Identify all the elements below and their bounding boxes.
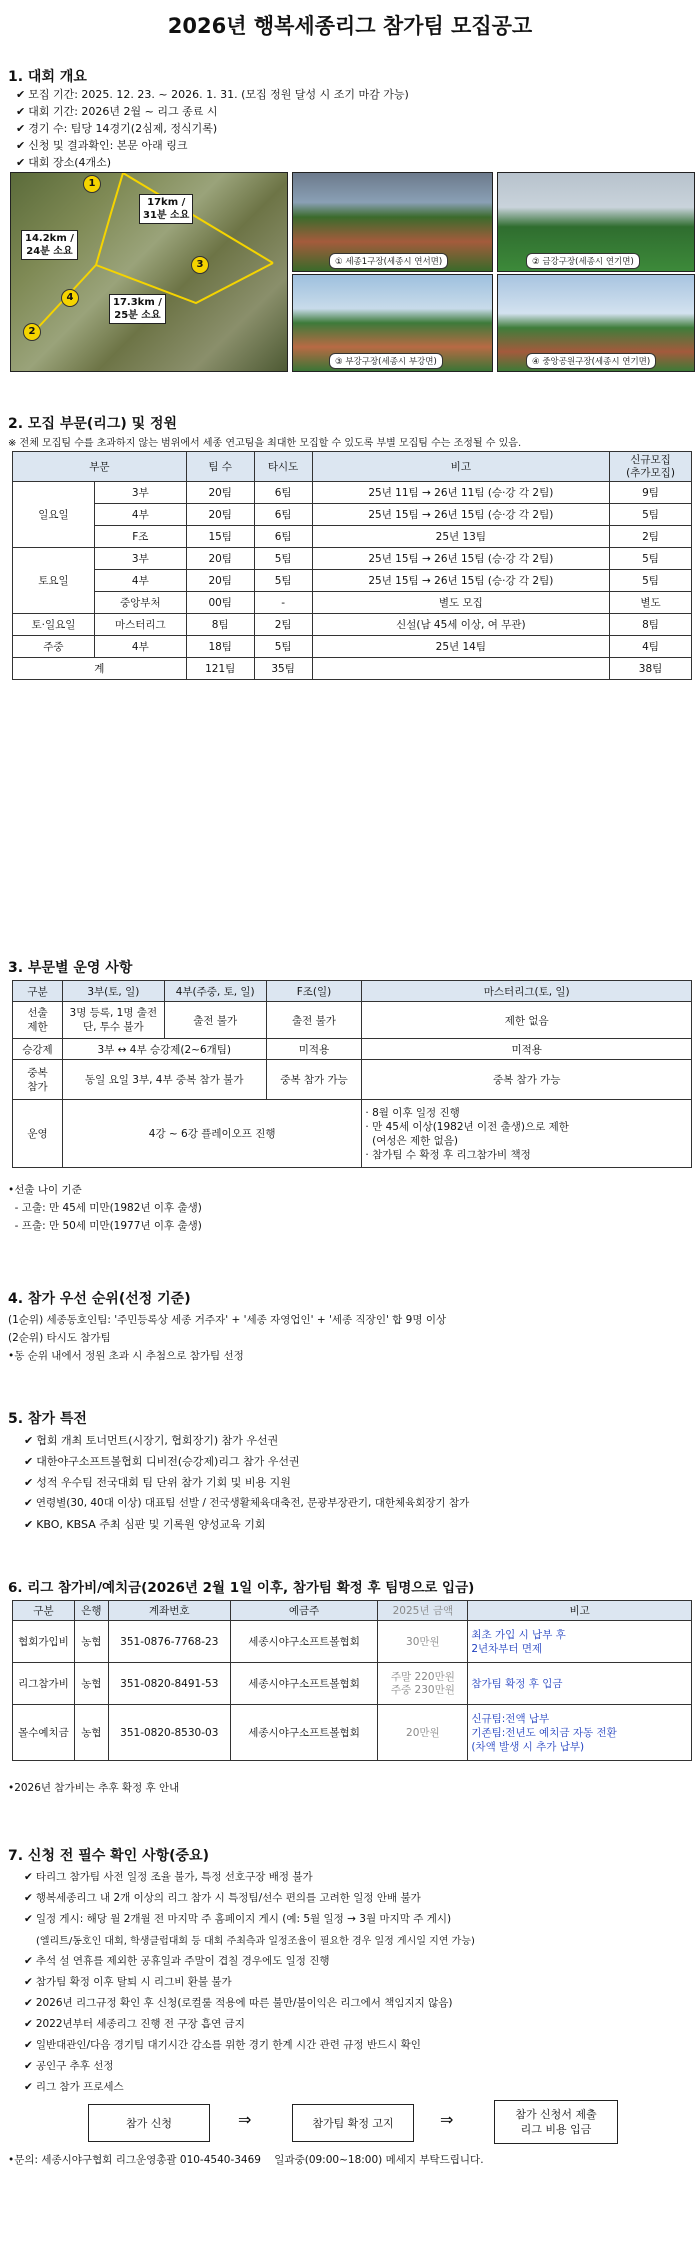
master-note: · 8월 이후 일정 진행 (365, 1106, 460, 1119)
check-item: ✔ 리그 참가 프로세스 (24, 2079, 124, 2094)
fee-note: •2026년 참가비는 추후 확정 후 안내 (8, 1782, 180, 1794)
recruit-note: ※ 전체 모집팀 수를 초과하지 않는 범위에서 세종 연고팀을 최대한 모집할 수 있도록 부별 모집팀 수는 조정될 수 있음. (8, 438, 522, 449)
distance-label: 17km / 31분 소요 (139, 194, 193, 224)
cell: 별도 (610, 592, 692, 614)
overview-item: ✔ 대회 기간: 2026년 2월 ~ 리그 종료 시 (16, 103, 218, 119)
cell: 20팀 (186, 570, 254, 592)
pin-2: 2 (23, 323, 41, 341)
section-7-heading: 7. 신청 전 필수 확인 사항(중요) (8, 1848, 209, 1864)
cell: 리그참가비 (13, 1663, 75, 1705)
master-notes (362, 1100, 692, 1168)
cell: 3부 (94, 548, 186, 570)
overview-item: ✔ 신청 및 결과확인: 본문 아래 링크 (16, 137, 188, 153)
th: 구분 (13, 1601, 75, 1621)
cell: 8팀 (610, 614, 692, 636)
row-head: 선출 제한 (13, 1002, 63, 1039)
th: 비고 (468, 1601, 692, 1621)
priority-item: •동 순위 내에서 정원 초과 시 추첨으로 참가팀 선정 (8, 1350, 244, 1362)
th: 계좌번호 (108, 1601, 230, 1621)
benefit-item: ✔ 협회 개최 토너먼트(시장기, 협회장기) 참가 우선권 (24, 1432, 278, 1448)
cell: 8팀 (186, 614, 254, 636)
total-label: 계 (13, 658, 187, 680)
cell: 25년 14팀 (312, 636, 610, 658)
cell: 25년 15팀 → 26년 15팀 (승·강 각 2팀) (312, 570, 610, 592)
check-item: ✔ 일정 게시: 해당 월 2개월 전 마지막 주 홈페이지 게시 (예: 5월 일정 → 3월 마지막 주 게시) (24, 1911, 451, 1926)
check-item: ✔ 일반대관인/다음 경기팀 대기시간 감소를 위한 경기 한계 시간 관련 규정 반드시 확인 (24, 2037, 421, 2052)
age-note: - 프출: 만 50세 미만(1977년 이후 출생) (8, 1220, 202, 1232)
recruit-table (12, 451, 692, 680)
age-note: •선출 나이 기준 (8, 1184, 82, 1196)
cell: 중앙부처 (94, 592, 186, 614)
flow-arrow: ⇒ (238, 2110, 252, 2129)
venue-map (10, 172, 288, 372)
cell: 동일 요일 3부, 4부 중복 참가 불가 (62, 1060, 266, 1100)
pin-3: 3 (191, 256, 209, 274)
row-head: 승강제 (13, 1039, 63, 1060)
th: 은행 (74, 1601, 108, 1621)
benefit-item: ✔ 성적 우수팀 전국대회 팀 단위 참가 기회 및 비용 지원 (24, 1474, 291, 1490)
th: 마스터리그(토, 일) (362, 981, 692, 1002)
operation-table (12, 980, 692, 1168)
benefit-item: ✔ KBO, KBSA 주최 심판 및 기록원 양성교육 기회 (24, 1516, 265, 1532)
cell: 출전 불가 (164, 1002, 266, 1039)
th-new: 신규모집 (추가모집) (610, 452, 692, 482)
section-6-heading: 6. 리그 참가비/예치금(2026년 2월 1일 이후, 참가팀 확정 후 팀명으로 입금) (8, 1580, 475, 1596)
th-other: 타시도 (254, 452, 312, 482)
benefit-item: ✔ 대한야구소프트볼협회 디비전(승강제)리그 참가 우선권 (24, 1453, 300, 1469)
cell: 25년 15팀 → 26년 15팀 (승·강 각 2팀) (312, 504, 610, 526)
account-number: 351-0820-8530-03 (108, 1705, 230, 1761)
cell: 3명 등록, 1명 출전 단, 투수 불가 (62, 1002, 164, 1039)
cell: 38팀 (610, 658, 692, 680)
contact-note: •문의: 세종시야구협회 리그운영총괄 010-4540-3469 일과중(09:00~18:00) 메세지 부탁드립니다. (8, 2154, 484, 2166)
section-3-heading: 3. 부문별 운영 사항 (8, 960, 133, 976)
cell: 5팀 (254, 636, 312, 658)
venue-photo-2 (497, 172, 695, 272)
cell: 4강 ~ 6강 플레이오프 진행 (62, 1100, 362, 1168)
cell: 20만원 (378, 1705, 468, 1761)
cell: 35팀 (254, 658, 312, 680)
cell: 참가팀 확정 후 입금 (468, 1663, 692, 1705)
group-cell: 토·일요일 (13, 614, 95, 636)
cell: 4부 (94, 636, 186, 658)
cell: 별도 모집 (312, 592, 610, 614)
pin-1: 1 (83, 175, 101, 193)
benefit-item: ✔ 연령별(30, 40대 이상) 대표팀 선발 / 전국생활체육대축전, 문광부장관기, 대한체육회장기 참가 (24, 1495, 469, 1510)
overview-item: ✔ 모집 기간: 2025. 12. 23. ~ 2026. 1. 31. (모집 정원 달성 시 조기 마감 가능) (16, 86, 409, 102)
cell: 마스터리그 (94, 614, 186, 636)
th-division: 부문 (13, 452, 187, 482)
master-note: · 참가팀 수 확정 후 리그참가비 책정 (365, 1148, 531, 1161)
th: 예금주 (230, 1601, 378, 1621)
overview-item: ✔ 대회 장소(4개소) (16, 154, 111, 170)
cell: 4부 (94, 570, 186, 592)
cell: 중복 참가 가능 (362, 1060, 692, 1100)
cell: 농협 (74, 1621, 108, 1663)
cell: 30만원 (378, 1621, 468, 1663)
cell: 6팀 (254, 482, 312, 504)
cell: 주말 220만원 주중 230만원 (378, 1663, 468, 1705)
flow-arrow: ⇒ (440, 2110, 454, 2129)
cell: 18팀 (186, 636, 254, 658)
check-item: ✔ 2026년 리그규정 확인 후 신청(로컬룰 적용에 따른 불만/불이익은 리그에서 책임지지 않음) (24, 1995, 453, 2010)
cell: 4부 (94, 504, 186, 526)
section-4-heading: 4. 참가 우선 순위(선정 기준) (8, 1291, 191, 1307)
distance-label: 14.2km / 24분 소요 (21, 230, 78, 260)
group-cell: 주중 (13, 636, 95, 658)
photo-caption: ② 금강구장(세종시 연기면) (526, 253, 640, 269)
th: 3부(토, 일) (62, 981, 164, 1002)
cell: 신설(남 45세 이상, 여 무관) (312, 614, 610, 636)
cell: 00팀 (186, 592, 254, 614)
th: F조(일) (266, 981, 362, 1002)
cell: 5팀 (610, 548, 692, 570)
cell: - (254, 592, 312, 614)
cell: 3부 (94, 482, 186, 504)
cell: 5팀 (254, 548, 312, 570)
check-item-sub: (엘리트/동호인 대회, 학생클럽대회 등 대회 주최측과 일정조율이 필요한 경우 일정 게시일 지연 가능) (36, 1936, 475, 1947)
check-item: ✔ 행복세종리그 내 2개 이상의 리그 참가 시 특정팀/선수 편의를 고려한 일정 안배 불가 (24, 1890, 421, 1905)
photo-caption: ① 세종1구장(세종시 연서면) (329, 253, 448, 269)
cell: 농협 (74, 1663, 108, 1705)
cell: 4팀 (610, 636, 692, 658)
page-title: 2026년 행복세종리그 참가팀 모집공고 (167, 14, 533, 38)
master-note: (여성은 제한 없음) (365, 1134, 458, 1147)
check-item: ✔ 참가팀 확정 이후 탈퇴 시 리그비 환불 불가 (24, 1974, 232, 1989)
cell: 15팀 (186, 526, 254, 548)
venue-photo-4 (497, 274, 695, 372)
cell: 9팀 (610, 482, 692, 504)
photo-caption: ④ 중앙공원구장(세종시 연기면) (526, 353, 656, 369)
flow-step-apply: 참가 신청 (88, 2104, 210, 2142)
cell: 미적용 (362, 1039, 692, 1060)
cell: 20팀 (186, 548, 254, 570)
cell: 제한 없음 (362, 1002, 692, 1039)
cell: 25년 11팀 → 26년 11팀 (승·강 각 2팀) (312, 482, 610, 504)
master-note: · 만 45세 이상(1982년 이전 출생)으로 제한 (365, 1120, 569, 1133)
group-cell: 토요일 (13, 548, 95, 614)
section-1-heading: 1. 대회 개요 (8, 69, 87, 85)
pin-4: 4 (61, 289, 79, 307)
cell: 5팀 (254, 570, 312, 592)
cell: 신규팀:전액 납부 기존팀:전년도 예치금 자동 전환 (차액 발생 시 추가 납부) (468, 1705, 692, 1761)
venue-photo-3 (292, 274, 493, 372)
cell: 세종시야구소프트볼협회 (230, 1705, 378, 1761)
venue-photo-1 (292, 172, 493, 272)
cell: 20팀 (186, 504, 254, 526)
group-cell: 일요일 (13, 482, 95, 548)
cell: 3부 ↔ 4부 승강제(2~6개팀) (62, 1039, 266, 1060)
cell: 세종시야구소프트볼협회 (230, 1621, 378, 1663)
row-head: 운영 (13, 1100, 63, 1168)
th-note: 비고 (312, 452, 610, 482)
section-2-heading: 2. 모집 부문(리그) 및 정원 (8, 416, 178, 432)
account-number: 351-0876-7768-23 (108, 1621, 230, 1663)
cell: 2팀 (254, 614, 312, 636)
cell: 중복 참가 가능 (266, 1060, 362, 1100)
priority-item: (2순위) 타시도 참가팀 (8, 1332, 111, 1344)
age-note: - 고출: 만 45세 미만(1982년 이후 출생) (8, 1202, 202, 1214)
cell: 20팀 (186, 482, 254, 504)
flow-step-confirm: 참가팀 확정 고지 (292, 2104, 414, 2142)
cell: 6팀 (254, 526, 312, 548)
cell: 5팀 (610, 570, 692, 592)
cell: 세종시야구소프트볼협회 (230, 1663, 378, 1705)
cell: 5팀 (610, 504, 692, 526)
cell: 25년 15팀 → 26년 15팀 (승·강 각 2팀) (312, 548, 610, 570)
cell: 6팀 (254, 504, 312, 526)
cell: 2팀 (610, 526, 692, 548)
overview-item: ✔ 경기 수: 팀당 14경기(2심제, 정식기록) (16, 120, 217, 136)
fee-table (12, 1600, 692, 1761)
distance-label: 17.3km / 25분 소요 (109, 294, 166, 324)
flow-step-submit: 참가 신청서 제출 리그 비용 입금 (494, 2100, 618, 2144)
account-number: 351-0820-8491-53 (108, 1663, 230, 1705)
th: 4부(주중, 토, 일) (164, 981, 266, 1002)
photo-caption: ③ 부강구장(세종시 부강면) (329, 353, 443, 369)
cell: 미적용 (266, 1039, 362, 1060)
cell: F조 (94, 526, 186, 548)
check-item: ✔ 2022년부터 세종리그 진행 전 구장 흡연 금지 (24, 2016, 245, 2031)
cell: 협회가입비 (13, 1621, 75, 1663)
cell: 출전 불가 (266, 1002, 362, 1039)
cell: 몰수예치금 (13, 1705, 75, 1761)
cell: 최초 가입 시 납부 후 2년차부터 면제 (468, 1621, 692, 1663)
th-teams: 팀 수 (186, 452, 254, 482)
cell: 25년 13팀 (312, 526, 610, 548)
section-5-heading: 5. 참가 특전 (8, 1411, 87, 1427)
th: 구분 (13, 981, 63, 1002)
row-head: 중복 참가 (13, 1060, 63, 1100)
check-item: ✔ 타리그 참가팀 사전 일정 조율 불가, 특정 선호구장 배정 불가 (24, 1869, 313, 1884)
check-item: ✔ 추석 설 연휴를 제외한 공휴일과 주말이 겹칠 경우에도 일정 진행 (24, 1953, 330, 1968)
cell (312, 658, 610, 680)
check-item: ✔ 공인구 추후 선정 (24, 2058, 114, 2073)
priority-item: (1순위) 세종동호인팀: '주민등록상 세종 거주자' + '세종 자영업인' + '세종 직장인' 합 9명 이상 (8, 1314, 447, 1326)
cell: 농협 (74, 1705, 108, 1761)
th: 2025년 금액 (378, 1601, 468, 1621)
cell: 121팀 (186, 658, 254, 680)
